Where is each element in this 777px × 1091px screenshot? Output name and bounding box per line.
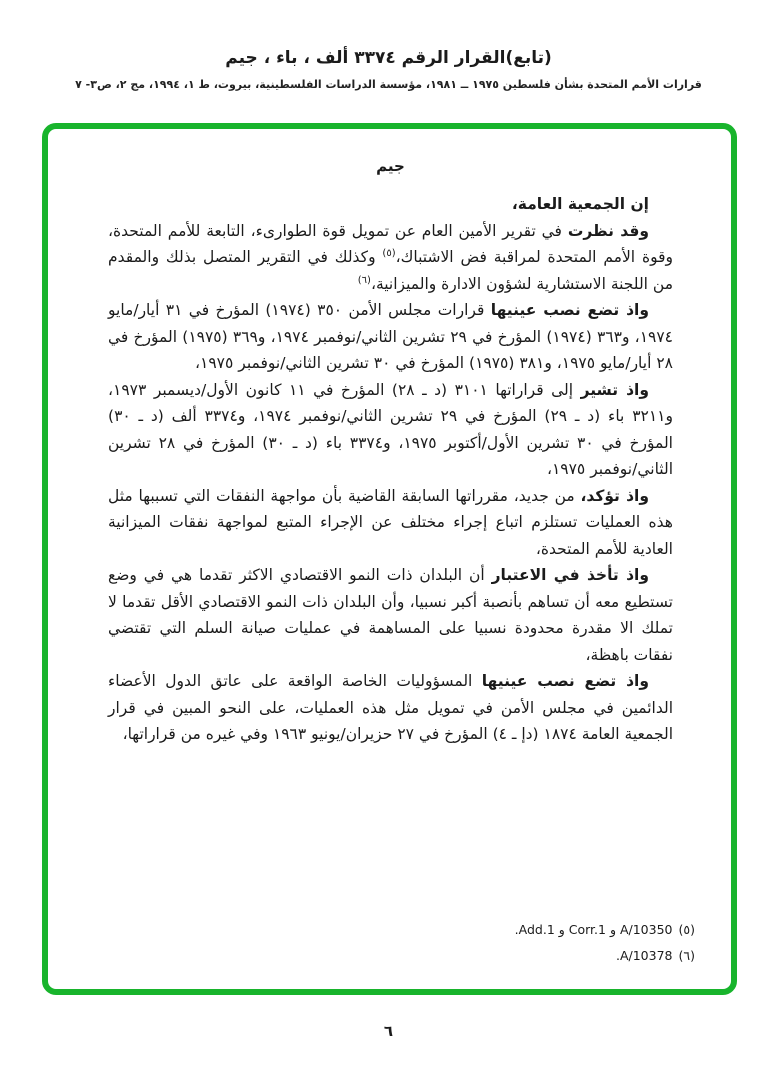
paragraph-lead: واذ تشير [580,380,649,399]
footnote-marker: (٦) [678,948,695,963]
paragraph-having-considered [108,218,673,298]
paragraph-text: من جديد، مقرراتها السابقة القاضية بأن مواجهة النفقات التي تسببها مثل هذه العمليات تستلزم اتباع إجراء مختلف عن الإجراء المتبع لمواجهة نفقات الميزانية العادية للأمم المتحدة، [108,486,673,558]
paragraph-preamble [108,191,673,218]
paragraph-text: وكذلك في التقرير المتصل بذلك والمقدم من اللجنة الاستشارية لشؤون الادارة والميزانية، [108,248,673,293]
footnote-text: A/10350 و Corr.1 و Add.1. [514,922,673,937]
paragraph-lead: إن الجمعية العامة، [511,195,649,213]
paragraph-reaffirming [108,483,673,563]
paragraph-lead: واذ تضع نصب عينيها [490,301,649,319]
paragraph-lead: واذ تأخذ في الاعتبار [491,566,649,584]
page-number: ٦ [383,1022,394,1040]
footnote-item [515,917,695,943]
paragraph-text: إلى قراراتها ٣١٠١ (د ـ ٢٨) المؤرخ في ١١ كانون الأول/ديسمبر ١٩٧٣، و٣٢١١ باء (د ـ ٢٩) المؤرخ في ٢٩ تشرين الثاني/نوفمبر ١٩٧٤، و٣٣٧٤ ألف (د ـ ٣٠) المؤرخ في ٣٠ تشرين الأول/أكتوبر ١٩٧٥، و٣٣٧٤ باء (د ـ ٣٠) المؤرخ في ٢٨ تشرين الثاني/نوفمبر ١٩٧٥، [108,380,673,478]
paragraph-lead: واذ تضع نصب عينيها [481,672,649,690]
paragraph-bearing-in-mind-sc [108,297,673,377]
paragraph-text: في تقرير الأمين العام عن تمويل قوة الطوارىء، التابعة للأمم المتحدة، وقوة الأمم المتحدة لمراقبة فض الاشتباك، [108,221,673,266]
paragraph-special-responsibilities [108,668,673,748]
resolution-body [48,129,731,748]
footnote-list [515,917,695,969]
footnote-item [515,943,695,969]
green-highlight-frame [42,123,737,995]
paragraph-text: المسؤوليات الخاصة الواقعة على عاتق الدول الأعضاء الدائمين في مجلس الأمن في تمويل مثل هذه العمليات، على النحو المبين في قرار الجمعية العامة ١٨٧٤ (دإ ـ ٤) المؤرخ في ٢٧ حزيران/يونيو ١٩٦٣ وفي غيره من قراراتها، [108,672,673,743]
section-heading: جيم [376,157,405,175]
paragraph-lead: وقد نظرت [567,221,649,240]
paragraph-recalling [108,377,673,483]
source-citation: قرارات الأمم المتحدة بشأن فلسطين ١٩٧٥ ــ ١٩٨١، مؤسسة الدراسات الفلسطينية، بيروت، ط ١، ١٩٩٤، مج ٢، ص٣- ٧ [75,78,702,91]
page-header [0,48,777,91]
footnote-ref-5: (٥) [382,247,396,259]
paragraph-taking-into-account [108,562,673,668]
resolution-title: (تابع)القرار الرقم ٣٣٧٤ ألف ، باء ، جيم [225,48,552,68]
footnote-text: A/10378. [615,948,673,963]
footnote-marker: (٥) [678,922,695,937]
footnote-ref-6: (٦) [357,274,371,286]
paragraph-text: قرارات مجلس الأمن ٣٥٠ (١٩٧٤) المؤرخ في ٣١ أيار/مايو ١٩٧٤، و٣٦٣ (١٩٧٤) المؤرخ في ٢٩ تشرين الثاني/نوفمبر ١٩٧٤، و٣٦٩ (١٩٧٥) المؤرخ في ٢٨ أيار/مايو ١٩٧٥، و٣٨١ (١٩٧٥) المؤرخ في ٣٠ تشرين الثاني/نوفمبر ١٩٧٥، [108,301,673,372]
paragraph-text: أن البلدان ذات النمو الاقتصادي الاكثر تقدما هي في وضع تستطيع معه أن تساهم بأنصبة أكبر نسبيا، وأن البلدان ذات النمو الاقتصادي الأقل تقدما لا تملك الا مقدرة محدودة نسبيا على المساهمة في عمليات صيانة السلم التي تقتضي نفقات باهظة، [108,566,673,664]
paragraph-lead: واذ تؤكد، [580,486,649,505]
